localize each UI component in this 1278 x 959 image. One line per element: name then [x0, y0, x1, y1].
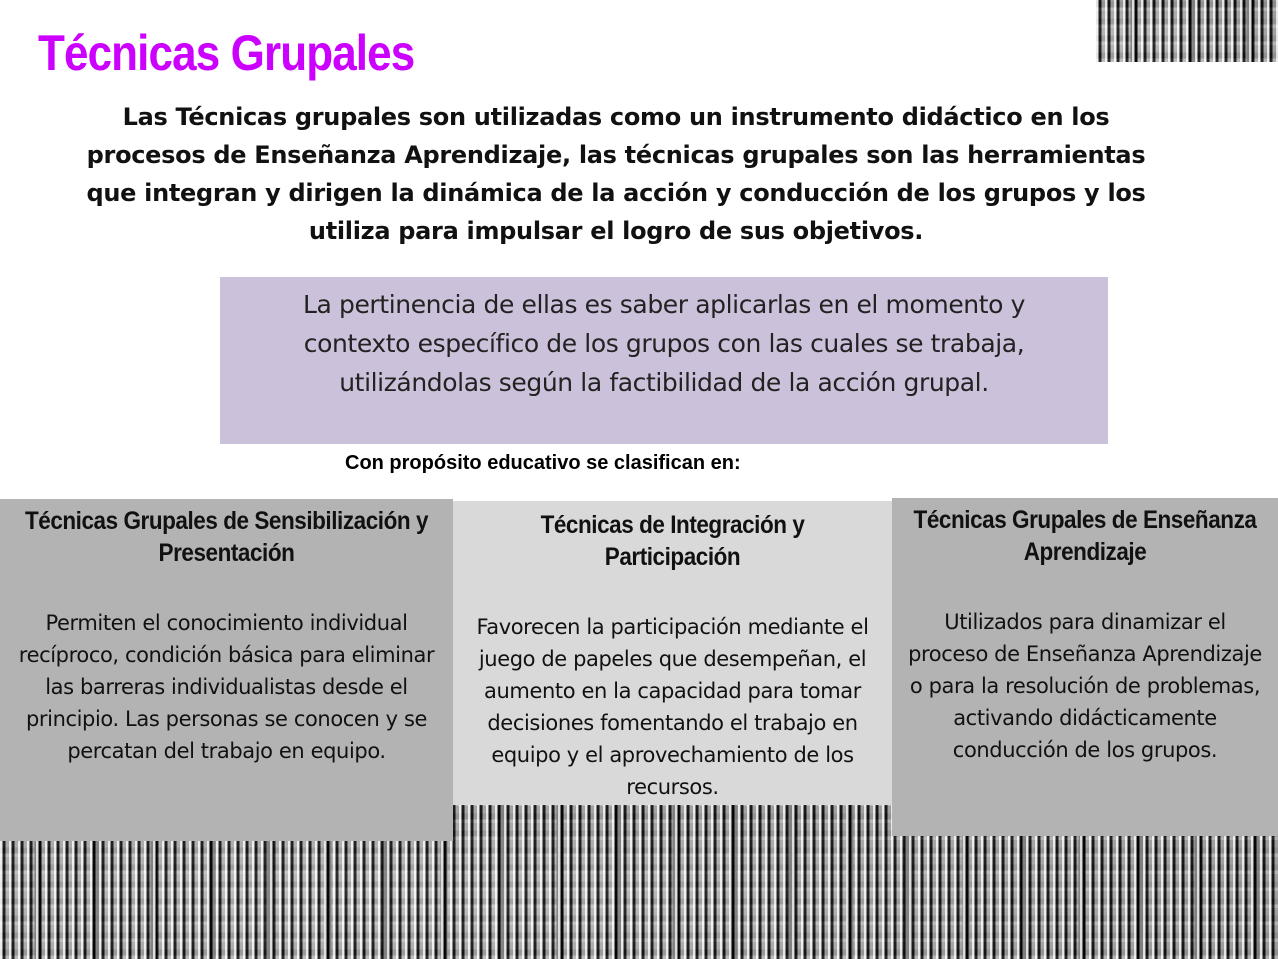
highlight-text: La pertinencia de ellas es saber aplicarlas en el momento y contexto específico de los grupos con las cuales se trabaja, utilizándolas según la factibilidad de la acción grupal.: [302, 290, 1025, 397]
decorative-pattern-top: [1096, 0, 1278, 62]
page-title: Técnicas Grupales: [38, 25, 415, 81]
card-heading: Técnicas Grupales de Enseñanza Aprendizaje: [913, 506, 1257, 566]
intro-paragraph: Las Técnicas grupales son utilizadas como un instrumento didáctico en los procesos de Enseñanza Aprendizaje, las técnicas grupales son las herramientas que integran y dirigen la dinámica de la acción y conducción de los grupos y los utiliza para impulsar el logro de sus objetivos.: [86, 103, 1146, 245]
card-body: Permiten el conocimiento individual recíproco, condición básica para eliminar las barreras individualistas desde el principio. Las personas se conocen y se percatan del trabajo en equipo.: [18, 611, 435, 763]
card-heading: Técnicas de Integración y Participación: [540, 511, 805, 571]
card-integracion: [453, 501, 892, 805]
card-sensibilizacion: [0, 499, 453, 841]
card-ensenanza: [892, 498, 1278, 836]
card-heading: Técnicas Grupales de Sensibilización y Presentación: [24, 507, 429, 567]
card-body: Utilizados para dinamizar el proceso de Enseñanza Aprendizaje o para la resolución de problemas, activando didácticamente conducción de los grupos.: [908, 610, 1262, 762]
card-body: Favorecen la participación mediante el juego de papeles que desempeñan, el aumento en la capacidad para tomar decisiones fomentando el trabajo en equipo y el aprovechamiento de los recursos.: [476, 615, 869, 799]
classification-label: Con propósito educativo se clasifican en:: [345, 452, 741, 474]
highlight-box: [220, 277, 1108, 444]
